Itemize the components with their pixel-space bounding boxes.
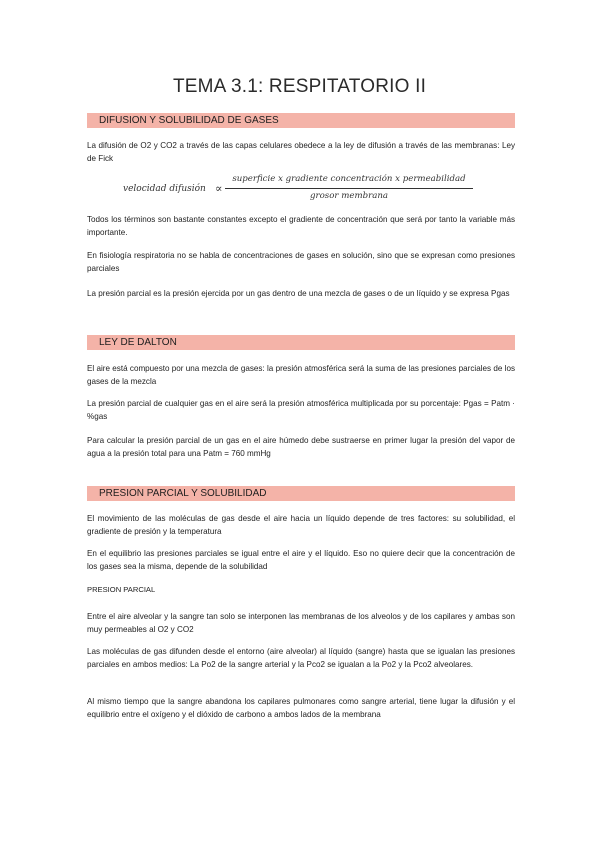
subheading-presion-parcial: PRESION PARCIAL [87,585,156,594]
paragraph: Las moléculas de gas difunden desde el entorno (aire alveolar) al líquido (sangre) hasta que se igualan las presiones parciales en ambos medios: La Po2 de la sangre arterial y la Pco2 se igualan a la Po2 y la Pco2 alveolares. [87,647,515,669]
paragraph: En fisiología respiratoria no se habla de concentraciones de gases en solución, sino que se expresan como presiones parciales [87,251,515,273]
paragraph: Todos los términos son bastante constantes excepto el gradiente de concentración que será por tanto la variable más importante. [87,215,515,237]
formula-lhs: velocidad difusión [123,184,206,194]
page-title: TEMA 3.1: RESPITATORIO II [172,76,427,97]
paragraph: La presión parcial es la presión ejercida por un gas dentro de una mezcla de gases o de un líquido y se expresa Pgas [87,289,510,298]
section-heading-dalton: LEY DE DALTON [87,335,515,350]
fraction-bar [225,188,473,189]
paragraph: Para calcular la presión parcial de un gas en el aire húmedo debe sustraerse en primer lugar la presión del vapor de agua a la presión total para una Patm = 760 mmHg [87,436,515,458]
paragraph: La presión parcial de cualquier gas en el aire será la presión atmosférica multiplicada por su porcentaje: Pgas = Patm · %gas [87,399,515,421]
fick-formula [123,174,483,208]
paragraph: El movimiento de las moléculas de gas desde el aire hacia un líquido depende de tres factores: su solubilidad, el gradiente de presión y la temperatura [87,514,515,536]
section-heading-difusion: DIFUSION Y SOLUBILIDAD DE GASES [87,113,515,128]
paragraph: El aire está compuesto por una mezcla de gases: la presión atmosférica será la suma de las presiones parciales de los gases de la mezcla [87,364,515,386]
formula-denominator: grosor membrana [310,191,388,201]
paragraph: En el equilibrio las presiones parciales se igual entre el aire y el líquido. Eso no quiere decir que la concentración de los gases sea la misma, depende de la solubilidad [87,549,515,571]
paragraph: Entre el aire alveolar y la sangre tan solo se interponen las membranas de los alveolos y de los capilares y ambas son muy permeables al O2 y CO2 [87,612,515,634]
paragraph: La difusión de O2 y CO2 a través de las capas celulares obedece a la ley de difusión a través de las membranas: Ley de Fick [87,141,515,163]
formula-numerator: superficie x gradiente concentración x permeabilidad [232,174,466,184]
proportional-symbol: ∝ [215,182,223,195]
section-heading-presion-parcial: PRESION PARCIAL Y SOLUBILIDAD [87,486,515,501]
paragraph: Al mismo tiempo que la sangre abandona los capilares pulmonares como sangre arterial, tiene lugar la difusión y el equilibrio entre el oxígeno y el dióxido de carbono a ambos lados de la membrana [87,697,515,719]
